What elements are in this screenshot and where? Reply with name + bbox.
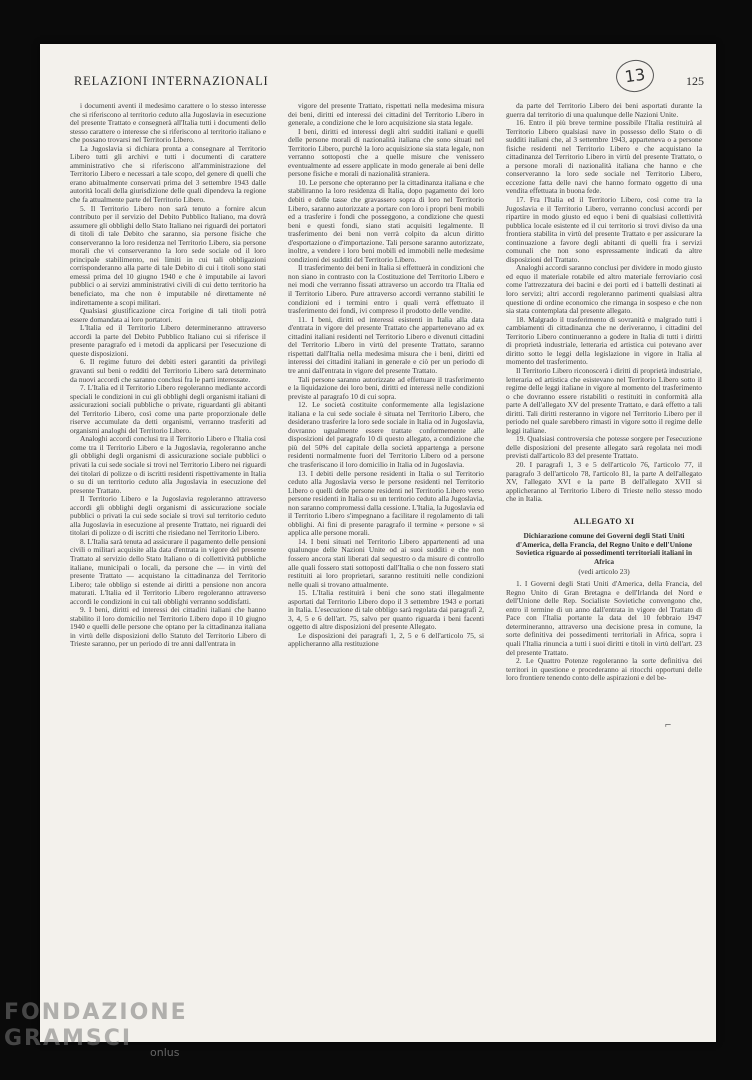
watermark-logo (4, 1000, 244, 1070)
page-header (74, 64, 704, 92)
paragraph: 14. I beni situati nel Territorio Libero appartenenti ad una qualunque delle Nazioni Unite od ai suoi sudditi e che non fossero ancora stati liberati dal sequestro o da misure di controllo alle quali fossero stati sottoposti dall'Italia o che non fossero stati restituiti ai loro proprietari, saranno restituiti nelle condizioni nelle quali si trovano attualmente. (288, 536, 484, 589)
handwritten-mark: ⌐ (665, 719, 672, 731)
paragraph: 10. Le persone che opteranno per la cittadinanza italiana e che stabiliranno la loro residenza di Italia, dopo pagamento dei loro debiti e delle tasse che gravassero sopra di loro nel Territorio Libero, saranno autorizzate a portare con loro i propri beni mobili ed a trasferire i fondi che posseggono, a condizione che questi beni e questi fondi, siano stati acquisiti legalmente. Il trasferimento dei beni non verrà colpito da alcun diritto d'esportazione o d'importazione. Tali persone saranno autorizzate, inoltre, a vendere i loro beni mobili ed immobili nelle medesime condizioni dei sudditi del Territorio Libero. (288, 177, 484, 264)
page-number: 125 (686, 74, 704, 88)
paragraph: Analoghi accordi saranno conclusi per dividere in modo giusto ed equo il materiale rotabile ed altro materiale ferroviario così come l'attrezzatura dei bacini e dei porti ed i battelli destinati ai loro servizi; altri accordi regoleranno parimenti qualsiasi altra questione di ordine economico che rimanga in sospeso e che non sia stata contemplata dal presente allegato. (506, 263, 702, 316)
paragraph: 2. Le Quattro Potenze regoleranno la sorte definitiva dei territori in questione e procederanno ai ritocchi opportuni delle loro frontiere tenendo conto delle aspirazioni e del be- (506, 656, 702, 683)
watermark-line-2: GRAMSCI (4, 1026, 133, 1051)
paragraph: 11. I beni, diritti ed interessi esistenti in Italia alla data d'entrata in vigore del presente Trattato che appartenevano ad ex cittadini italiani residenti nel Territorio Libero e divenuti cittadini del Territorio Libero in virtù del presente Trattato, saranno rispettati dall'Italia nella medesima misura che i beni, diritti ed interessi dei cittadini italiani in generale e ciò per un periodo di tre anni dall'entrata in vigore del presente Trattato. (288, 314, 484, 375)
paragraph: I beni, diritti ed interessi degli altri sudditi italiani e quelli delle persone morali di nazionalità italiana che sono situati nel Territorio Libero, purchè la loro acquisizione sia stata legale, non verranno sottoposti che a quelle misure che venissero eventualmente ad essere applicate in modo generale ai beni delle persone fisiche e morali di nazionalità straniera. (288, 126, 484, 179)
paragraph: 6. Il regime futuro dei debiti esteri garantiti da privilegi gravanti sul beni o redditi del Territorio Libero sarà determinato da nuovi accordi che saranno conclusi fra le parti interessate. (70, 357, 266, 384)
column-left (70, 102, 266, 1032)
document-page (40, 44, 716, 1042)
allegato-subtitle: Dichiarazione comune dei Governi degli Stati Uniti d'America, della Francia, del Regno Unito e dell'Unione Sovietica riguardo ai possedimenti territoriali italiani in Africa (515, 531, 693, 567)
paragraph: 19. Qualsiasi controversia che potesse sorgere per l'esecuzione delle disposizioni del presente allegato sarà regolata nei modi previsti dall'articolo 83 del presente Trattato. (506, 434, 702, 461)
paragraph: Il Territorio Libero riconoscerà i diritti di proprietà industriale, letteraria ed artistica che esistevano nel Territorio Libero sotto il regime delle leggi italiane in vigore al momento del trasferimento o che dovranno essere ristabiliti o restituiti in conformità alla parte A dell'allegato XV del presente Trattato, e darà effetto a tali diritti. Tali diritti resteranno in vigore nel Territorio Libero per il periodo nel quale sarebbero rimasti in vigore sotto il regime delle leggi italiane. (506, 365, 702, 435)
paragraph: 5. Il Territorio Libero non sarà tenuto a fornire alcun contributo per il servizio del Debito Pubblico Italiano, ma dovrà assumere gli obblighi dello Stato Italiano nei riguardi dei portatori di titoli di tale Debito che saranno, sia persone fisiche che conserveranno la loro residenza nel Territorio Libero, sia persone morali che vi conserveranno la loro sede sociale od il loro principale stabilimento, nei limiti in cui tali obbligazioni corrisponderanno alla parte di tale Debito di cui i titoli sono stati emessi prima del 10 giugno 1940 e che è imputabile ai lavori pubblici o ai servizi amministrativi civili di cui detto territorio ha beneficiato, ma che non è imputabile né direttamente né indirettamente a scopi militari. (70, 203, 266, 307)
watermark-subtitle: onlus (150, 1046, 180, 1059)
paragraph: Il Territorio Libero e la Jugoslavia regoleranno attraverso accordi gli obblighi degli organismi di assicurazione sociale pubblici o privati la cui sede sociale si trovi sul territorio ceduto alla Jugoslavia in esecuzione al presente Trattato, nei riguardi dei titolari di polizze o di iscritti che risiedano nel Territorio Libero. (70, 494, 266, 538)
paragraph: 15. L'Italia restituirà i beni che sono stati illegalmente asportati dal Territorio Libero dopo il 3 settembre 1943 e portati in Italia. L'esecuzione di tale obbligo sarà regolata dai paragrafi 2, 3, 4, 5 e 6 dell'art. 75, salvo per quanto riguarda i beni facenti oggetto di altre disposizioni del presente Allegato. (288, 588, 484, 632)
allegato-reference: (vedi articolo 23) (578, 566, 630, 576)
paragraph: Il trasferimento dei beni in Italia si effettuerà in condizioni che non siano in contrasto con la Costituzione del Territorio Libero e nei modi che verranno fissati attraverso un accordo tra l'Italia ed il Territorio Libero. Pure attraverso accordi verranno stabiliti le condizioni ed i termini entro i quali verrà effettuato il trasferimento dei fondi, ivi compreso il prodotto delle vendite. (288, 263, 484, 316)
paragraph: da parte del Territorio Libero dei beni asportati durante la guerra dal territorio di una qualunque delle Nazioni Unite. (506, 102, 702, 119)
paragraph: L'Italia ed il Territorio Libero determineranno attraverso accordi la parte del Debito Pubblico Italiano cui si riferisce il presente paragrafo ed i metodi da applicarsi per l'esecuzione di queste disposizioni. (70, 323, 266, 358)
allegato-title: ALLEGATO XI (573, 516, 635, 526)
paragraph: vigore del presente Trattato, rispettati nella medesima misura dei beni, diritti ed interessi dei cittadini del Territorio Libero in generale, a condizione che le loro acquisizione sia stata legale. (288, 102, 484, 128)
handwritten-page-annotation: 13 (614, 58, 656, 95)
watermark-line-1: FONDAZIONE (4, 1000, 188, 1025)
paragraph: 17. Fra l'Italia ed il Territorio Libero, così come tra la Jugoslavia e il Territorio Libero, verranno conclusi accordi per ripartire in modo giusto ed equo i beni di qualsiasi collettività pubblica locale esistente ed il cui territorio si trovi diviso da una frontiera stabilita in virtù del presente Trattato e per assicurare la continuazione a favore degli abitanti di quelli fra i servizi comunali che non sono espressamente indicati da altre disposizioni del Trattato. (506, 195, 702, 264)
paragraph: 7. L'Italia ed il Territorio Libero regoleranno mediante accordi speciali le condizioni in cui gli obblighi degli organismi italiani di assicurazioni sociali pubbliche o private, riguardanti gli abitanti del Territorio Libero, così come una parte proporzionale delle riserve accumulate da detti organismi, verranno trasferiti ad organismi analoghi del Territorio Libero. (70, 383, 266, 435)
paragraph: Le disposizioni dei paragrafi 1, 2, 5 e 6 dell'articolo 75, si applicheranno alla restituzione (288, 630, 484, 649)
paragraph: i documenti aventi il medesimo carattere o lo stesso interesse che si riferiscono al territorio ceduto alla Jugoslavia in esecuzione del presente Trattato e consegnerà all'Italia tutti i documenti dello stesso carattere o interesse che si riferiscono al territorio italiano e che possano trovarsi nel Territorio Libero. (70, 102, 266, 145)
paragraph: Analoghi accordi conclusi tra il Territorio Libero e l'Italia così come tra il Territorio Libero e la Jugoslavia, regoleranno anche gli obblighi degli organismi di assicurazione sociale pubblici o privati la cui sede sociale si trovi nel Territorio Libero nei riguardi dei titolari di polizze o di iscritti residenti rispettivamente in Italia o su di un territorio ceduto alla Jugoslavia in esecuzione del presente Trattato. (70, 434, 266, 495)
paragraph: 13. I debiti delle persone residenti in Italia o sul Territorio ceduto alla Jugoslavia verso le persone residenti nel Territorio Libero o quelli delle persone residenti nel Territorio Libero verso persone residenti in Italia o su un territorio ceduto alla Jugoslavia, non saranno compromessi dalla cessione. L'Italia, la Jugoslavia ed il Territorio Libero s'impegnano a facilitare il regolamento di tali obblighi. Ai fini di presente paragrafo il termine « persone » si applica alle persone morali. (288, 468, 484, 538)
column-right (506, 102, 702, 1032)
paragraph: 20. I paragrafi 1, 3 e 5 dell'articolo 76, l'articolo 77, il paragrafo 3 dell'articolo 78, l'articolo 81, la parte A dell'allegato XV, l'allegato XVI e la parte B dell'allegato XVII si applicheranno al Territorio Libero di Trieste nello stesso modo che in Italia. (506, 459, 702, 504)
paragraph: 12. Le società costituite conformemente alla legislazione italiana e la cui sede sociale è situata nel Territorio Libero, che desiderano trasferire la loro sede sociale in Italia od in Jugoslavia, dovranno ugualmente essere trattate conformemente alle disposizioni del paragrafo 10 di questo allegato, a condizione che più del 50% del capitale della società appartenga a persone residenti normalmente fuori del Territorio Libero od a persone che trasferiscano il loro domicilio in Italia od in Jugoslavia. (288, 400, 484, 469)
text-columns (70, 102, 702, 1032)
paragraph: Tali persone saranno autorizzate ad effettuare il trasferimento e la liquidazione dei loro beni, diritti ed interessi nelle condizioni previste al paragrafo 10 di cui sopra. (288, 374, 484, 401)
paragraph: 1. I Governi degli Stati Uniti d'America, della Francia, del Regno Unito di Gran Bretagna e dell'Irlanda del Nord e dell'Unione delle Rep. Socialiste Sovietiche convengono che, entro il termine di un anno dall'entrata in vigore del Trattato di Pace con l'Italia portante la data del 10 febbraio 1947 determineranno, attraverso una decisione presa in comune, la sorte definitiva dei possedimenti territoriali in Africa, sopra i quali l'Italia rinuncia a tutti i suoi diritti e titoli in virtù dell'art. 23 del presente Trattato. (506, 579, 702, 657)
paragraph: 9. I beni, diritti ed interessi dei cittadini italiani che hanno stabilito il loro domicilio nel Territorio Libero dopo il 10 giugno 1940 e quelli delle persone che optano per la cittadinanza italiana in virtù delle disposizioni dello Statuto del Territorio Libero di Trieste saranno, per un periodo di tre anni dall'entrata in (70, 605, 266, 649)
column-middle (288, 102, 484, 1032)
running-title: RELAZIONI INTERNAZIONALI (74, 74, 269, 88)
paragraph: 16. Entro il più breve termine possibile l'Italia restituirà al Territorio Libero qualsiasi nave in possesso dello Stato o di sudditi italiani che, al 3 settembre 1943, apparteneva o a persone fisiche residenti nel Territorio Libero e che acquistano la cittadinanza del Territorio Libero in virtù del presente Trattato, o a persone morali di nazionalità italiana che hanno e che conserveranno la loro sede sociale nel Territorio Libero, eccezione fatta delle navi che hanno formato oggetto di una vendita effettuata in buona fede. (506, 118, 702, 196)
paragraph: 8. L'Italia sarà tenuta ad assicurare il pagamento delle pensioni civili o militari acquisite alla data d'entrata in vigore del presente Trattato al servizio dello Stato Italiano o di collettività pubbliche italiane, municipali o locali, da persone che — in virtù del presente Trattato — acquistano la cittadinanza del Territorio Libero; tale obbligo si estende ai diritti a pensione non ancora maturati. L'Italia ed il Territorio Libero regoleranno attraverso accordi le condizioni in cui tali obblighi verranno soddisfatti. (70, 536, 266, 606)
paragraph: La Jugoslavia si dichiara pronta a consegnare al Territorio Libero tutti gli archivi e tutti i documenti di carattere amministrativo che si riferiscono all'amministrazione del Territorio Libero e necessari a tale scopo, del genere di quelli che erano abitualmente conservati prima del 3 settembre 1943 dalle autorità locali della giurisdizione delle quali dipendeva la regione che fa attualmente parte del Territorio Libero. (70, 143, 266, 205)
paragraph: 18. Malgrado il trasferimento di sovranità e malgrado tutti i cambiamenti di cittadinanza che ne deriveranno, i cittadini del Territorio Libero continueranno a godere in Italia di tutti i diritti di proprietà industriale, letteraria ed artistica cui potevano aver diritto sotto le leggi della legislazione in vigore in Italia al momento del trasferimento. (506, 314, 702, 367)
paragraph: Qualsiasi giustificazione circa l'origine di tali titoli potrà essere domandata ai loro portatori. (70, 306, 266, 324)
